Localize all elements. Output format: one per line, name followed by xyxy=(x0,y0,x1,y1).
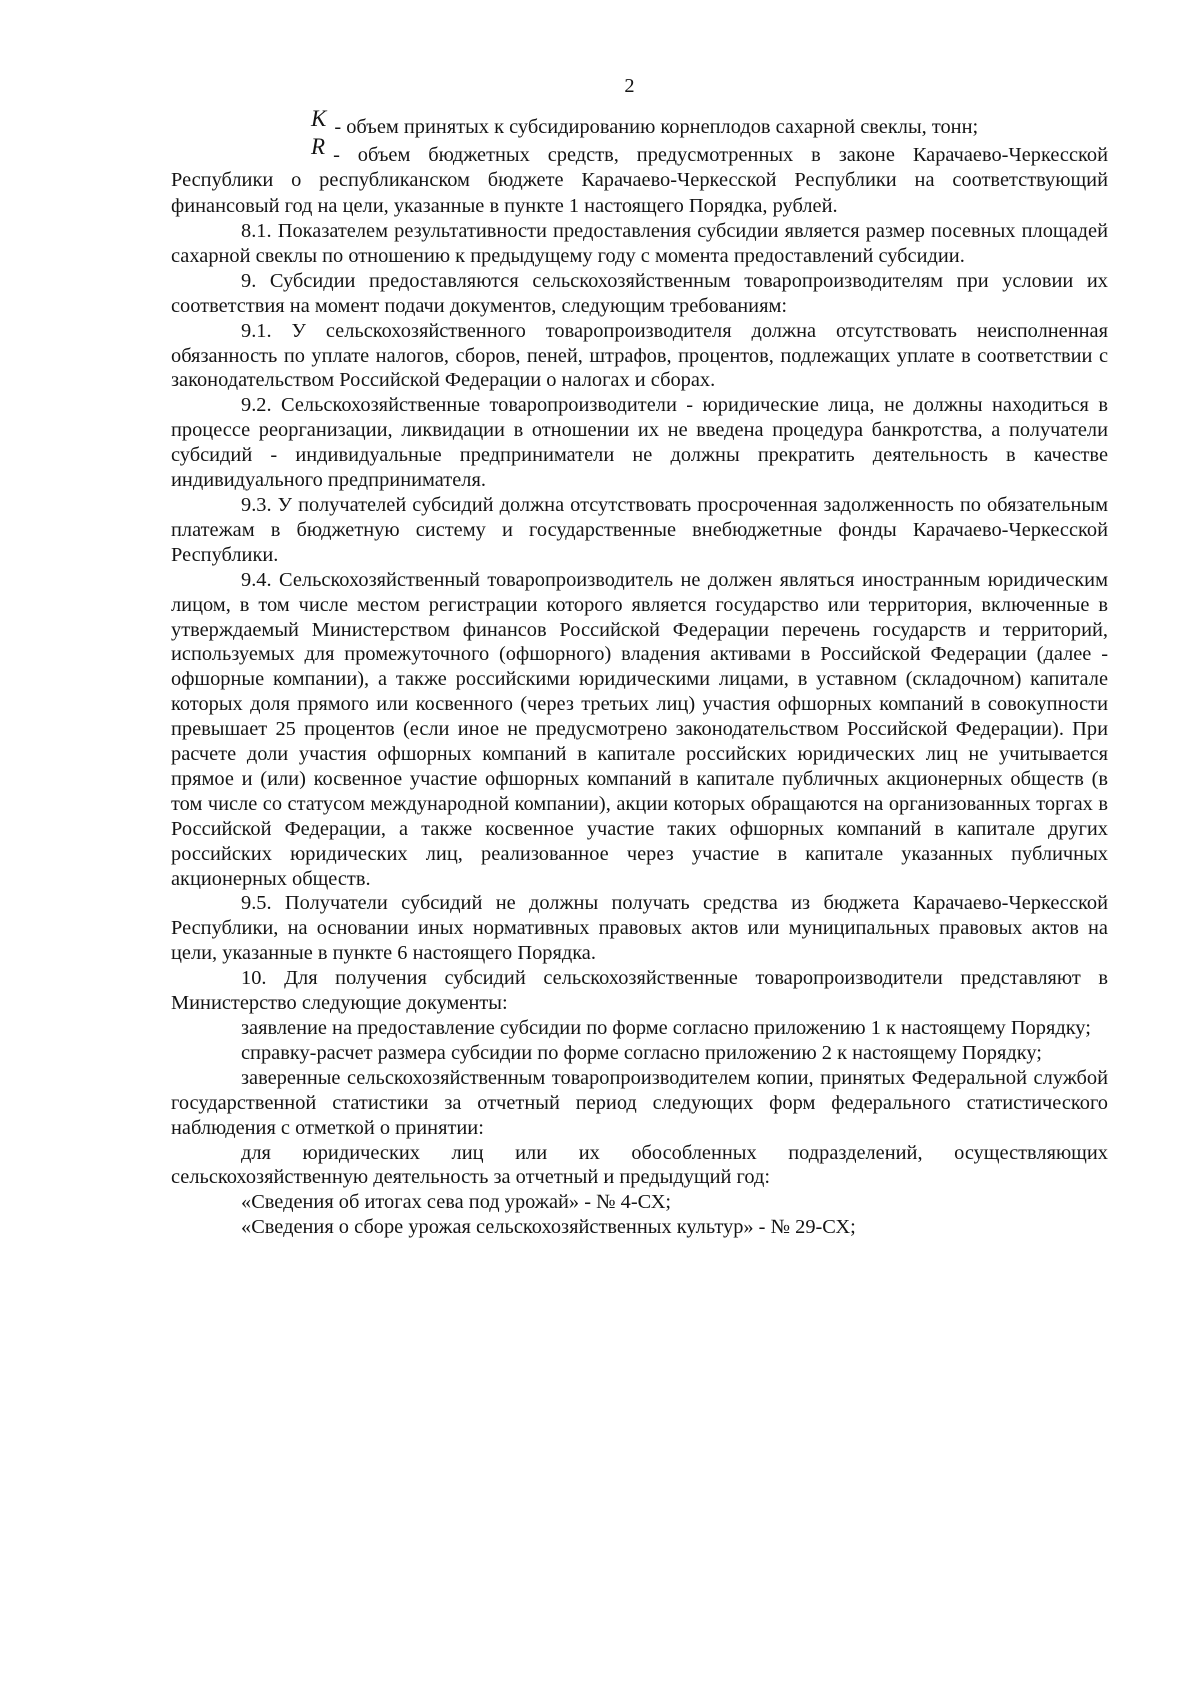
variable-description: - объем бюджетных средств, предусмотренных в законе Карачаево-Черкесской Республики о республиканском бюджете Карачаево-Черкесской Республики на соответствующий финансовый год на цели, указанные в пункте 1 настоящего Порядка, рублей. xyxy=(171,143,1108,217)
variable-definition-r xyxy=(171,133,1108,220)
variable-description: - объем принятых к субсидированию корнеплодов сахарной свеклы, тонн; xyxy=(334,116,979,138)
paragraph: 9. Субсидии предоставляются сельскохозяйственным товаропроизводителям при условии их соответствия на момент подачи документов, следующим требованиям: xyxy=(171,269,1108,317)
paragraph: 9.1. У сельскохозяйственного товаропроизводителя должна отсутствовать неисполненная обязанность по уплате налогов, сборов, пеней, штрафов, процентов, подлежащих уплате в соответствии с законодательством Российской Федерации о налогах и сборах. xyxy=(171,319,1108,392)
variable-symbol: R xyxy=(311,133,326,159)
paragraph: «Сведения о сборе урожая сельскохозяйственных культур» - № 29-СХ; xyxy=(241,1216,856,1239)
paragraph: для юридических лиц или их обособленных подразделений, осуществляющих сельскохозяйственную деятельность за отчетный и предыдущий год: xyxy=(171,1141,1108,1189)
paragraph: 8.1. Показателем результативности предоставления субсидии является размер посевных площадей сахарной свеклы по отношению к предыдущему году с момента предоставлений субсидии. xyxy=(171,220,1108,267)
variable-symbol: K xyxy=(311,106,327,131)
paragraph: 9.2. Сельскохозяйственные товаропроизводители - юридические лица, не должны находиться в процессе реорганизации, ликвидации в отношении их не введена процедура банкротства, а получатели субсидий - индивидуальные предприниматели не должны прекратить деятельность в качестве индивидуального предпринимателя. xyxy=(171,394,1108,492)
document-body xyxy=(171,219,1108,1240)
paragraph: 9.4. Сельскохозяйственный товаропроизводитель не должен являться иностранным юридическим лицом, в том числе местом регистрации которого является государство или территория, включенные в утверждаемый Министерством финансов Российской Федерации перечень государств и территорий, используемых для промежуточного (офшорного) владения активами в Российской Федерации (далее - офшорные компании), а также российскими юридическими лицами, в уставном (складочном) капитале которых доля прямого или косвенного (через третьих лиц) участия офшорных компаний в совокупности превышает 25 процентов (если иное не предусмотрено законодательством Российской Федерации). При расчете доли участия офшорных компаний в капитале российских юридических лиц не учитывается прямое и (или) косвенное участие офшорных компаний в капитале публичных акционерных обществ (в том числе со статусом международной компании), акции которых обращаются на организованных торгах в Российской Федерации, а также косвенное участие таких офшорных компаний в капитале других российских юридических лиц, реализованное через участие в капитале указанных публичных акционерных обществ. xyxy=(171,568,1108,890)
paragraph: 10. Для получения субсидий сельскохозяйственные товаропроизводители представляют в Министерство следующие документы: xyxy=(171,967,1108,1015)
paragraph: заявление на предоставление субсидии по форме согласно приложению 1 к настоящему Порядку; xyxy=(241,1017,1091,1039)
paragraph: заверенные сельскохозяйственным товаропроизводителем копии, принятых Федеральной службой государственной статистики за отчетный период следующих форм федерального статистического наблюдения с отметкой о принятии: xyxy=(171,1066,1108,1139)
paragraph: 9.5. Получатели субсидий не должны получать средства из бюджета Карачаево-Черкесской Республики, на основании иных нормативных правовых актов или муниципальных правовых актов на цели, указанные в пункте 6 настоящего Порядка. xyxy=(171,892,1108,965)
page-number: 2 xyxy=(624,75,635,97)
paragraph: «Сведения об итогах сева под урожай» - № 4-СХ; xyxy=(241,1191,672,1214)
paragraph: справку-расчет размера субсидии по форме согласно приложению 2 к настоящему Порядку; xyxy=(241,1041,1042,1064)
paragraph: 9.3. У получателей субсидий должна отсутствовать просроченная задолженность по обязательным платежам в бюджетную систему и государственные внебюджетные фонды Карачаево-Черкесской Республики. xyxy=(171,493,1108,566)
